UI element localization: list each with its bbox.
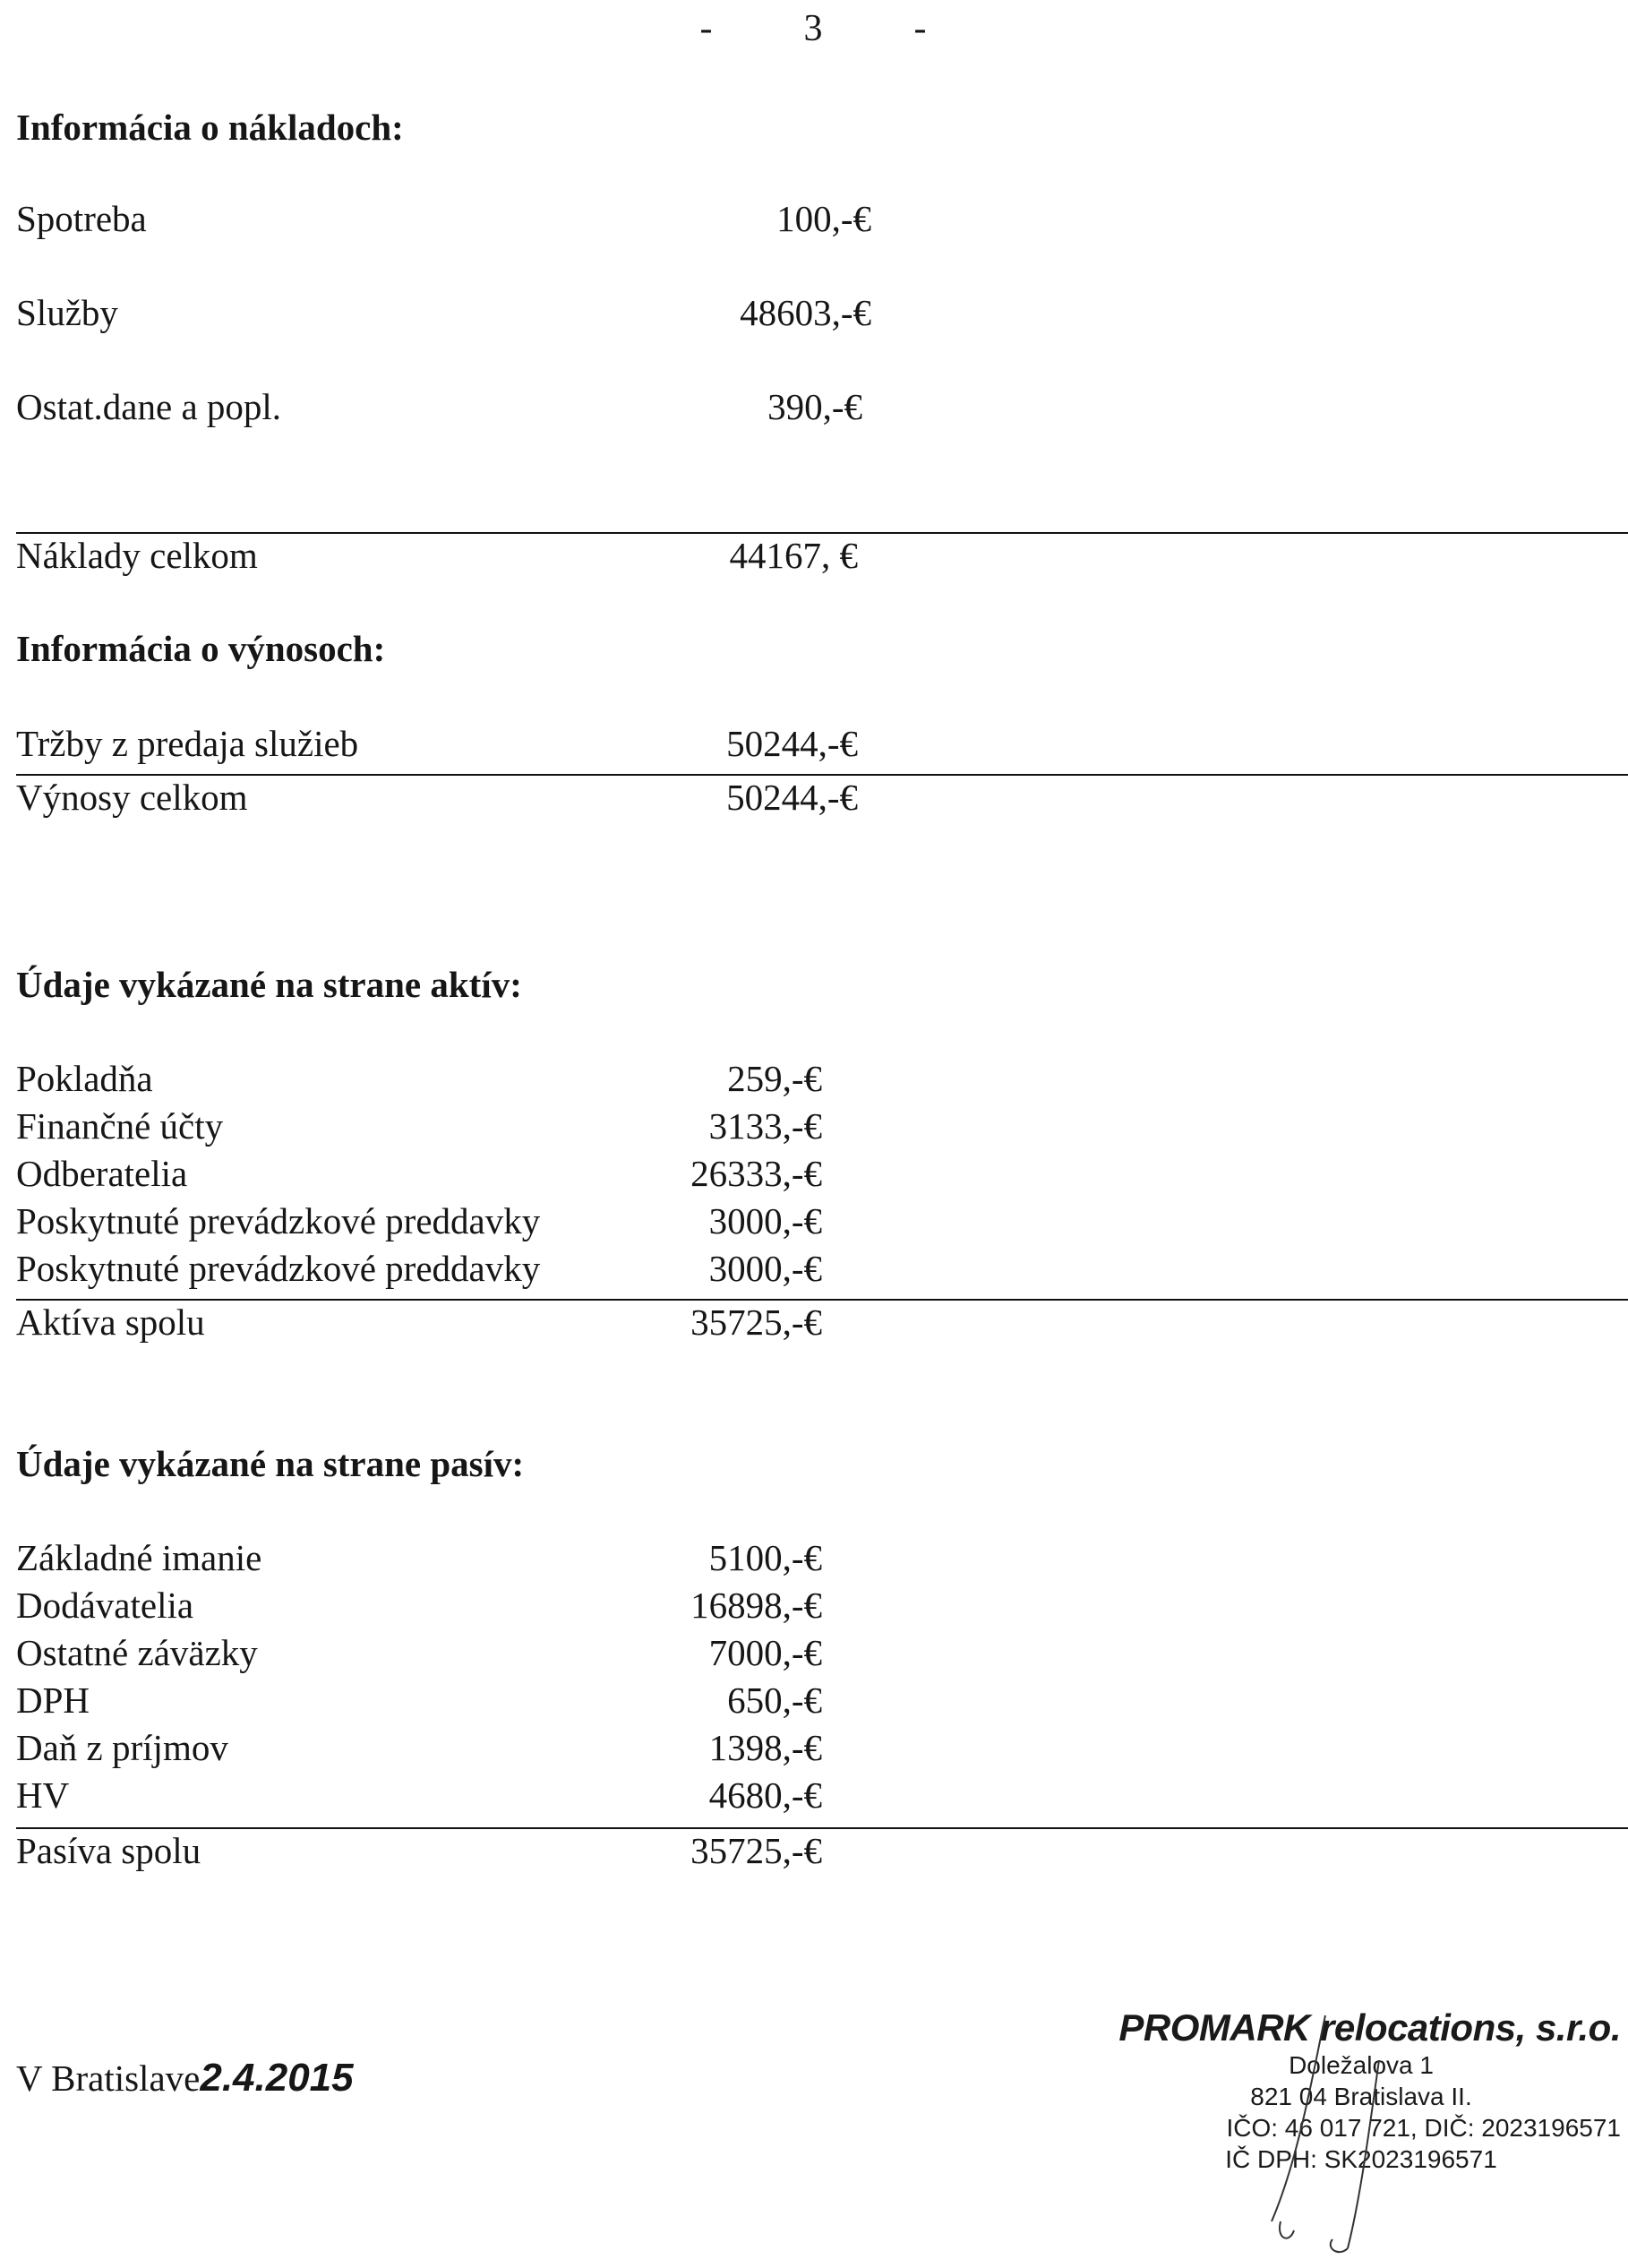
- page-number-value: 3: [803, 8, 825, 49]
- costs-row-label: Služby: [16, 292, 118, 333]
- company-stamp: [1101, 2006, 1621, 2175]
- assets-row-value: 3000,-€: [708, 1248, 822, 1289]
- assets-row-value: 3000,-€: [708, 1200, 822, 1241]
- assets-total-rule: [16, 1299, 1628, 1301]
- liabilities-row-label: Ostatné záväzky: [16, 1632, 258, 1673]
- assets-row-label: Poskytnuté prevádzkové preddavky: [16, 1200, 541, 1241]
- liabilities-row-label: Daň z príjmov: [16, 1727, 228, 1768]
- assets-row-value: 26333,-€: [690, 1153, 822, 1194]
- liabilities-row-value: 7000,-€: [708, 1632, 822, 1673]
- liabilities-total-rule: [16, 1827, 1628, 1829]
- stamp-ids: IČO: 46 017 721, DIČ: 2023196571: [1226, 2114, 1621, 2142]
- page-number-dash-right: -: [913, 8, 929, 49]
- place-and-date: [16, 2056, 354, 2100]
- costs-heading: Informácia o nákladoch:: [16, 107, 404, 148]
- assets-row-label: Poskytnuté prevádzkové preddavky: [16, 1248, 541, 1289]
- liabilities-row-label: Základné imanie: [16, 1537, 262, 1578]
- stamp-city: 821 04 Bratislava II.: [1250, 2083, 1472, 2110]
- costs-total-label: Náklady celkom: [16, 535, 258, 576]
- stamp-street: Doležalova 1: [1289, 2051, 1434, 2079]
- costs-row-value: 100,-€: [776, 198, 871, 239]
- liabilities-row-value: 650,-€: [727, 1680, 822, 1721]
- revenues-row-value: 50244,-€: [726, 723, 858, 764]
- costs-row-label: Ostat.dane a popl.: [16, 386, 282, 427]
- page-number-dash-left: -: [699, 8, 715, 49]
- handwritten-date: 2.4.2015: [200, 2056, 354, 2100]
- liabilities-row-value: 5100,-€: [708, 1537, 822, 1578]
- liabilities-total-label: Pasíva spolu: [16, 1830, 201, 1871]
- liabilities-row-value: 4680,-€: [708, 1774, 822, 1816]
- liabilities-row-value: 16898,-€: [690, 1585, 822, 1626]
- costs-total-value: 44167, €: [729, 535, 858, 576]
- stamp-vat: IČ DPH: SK2023196571: [1225, 2145, 1497, 2173]
- assets-total-label: Aktíva spolu: [16, 1302, 205, 1343]
- assets-row-value: 259,-€: [727, 1058, 822, 1099]
- assets-row-label: Finančné účty: [16, 1105, 224, 1147]
- liabilities-row-label: DPH: [16, 1680, 90, 1721]
- assets-row-label: Odberatelia: [16, 1153, 188, 1194]
- page-number: [0, 7, 1628, 50]
- liabilities-row-label: Dodávatelia: [16, 1585, 194, 1626]
- revenues-heading: Informácia o výnosoch:: [16, 628, 386, 669]
- revenues-row-label: Tržby z predaja služieb: [16, 723, 359, 764]
- costs-row-value: 48603,-€: [740, 292, 871, 333]
- liabilities-total-value: 35725,-€: [690, 1830, 822, 1871]
- assets-total-value: 35725,-€: [690, 1302, 822, 1343]
- stamp-company-name: PROMARK relocations, s.r.o.: [1118, 2006, 1621, 2049]
- costs-row-label: Spotreba: [16, 198, 147, 239]
- assets-heading: Údaje vykázané na strane aktív:: [16, 964, 522, 1005]
- revenues-total-value: 50244,-€: [726, 777, 858, 818]
- city-label: V Bratislave: [16, 2058, 201, 2099]
- liabilities-row-value: 1398,-€: [708, 1727, 822, 1768]
- revenues-total-label: Výnosy celkom: [16, 777, 248, 818]
- liabilities-row-label: HV: [16, 1774, 70, 1816]
- costs-row-value: 390,-€: [767, 386, 862, 427]
- liabilities-heading: Údaje vykázané na strane pasív:: [16, 1443, 525, 1484]
- assets-row-label: Pokladňa: [16, 1058, 153, 1099]
- assets-row-value: 3133,-€: [708, 1105, 822, 1147]
